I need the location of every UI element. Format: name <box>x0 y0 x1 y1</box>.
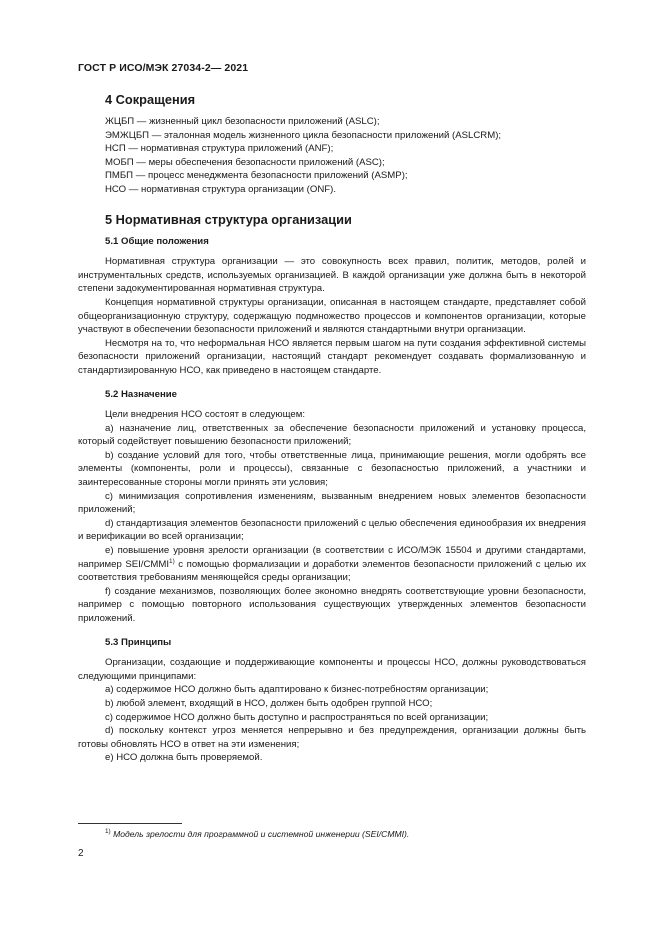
list-item-text: е) повышение уровня зрелости организации (в соответствии с ИСО/МЭК 15504 и другими стандартами, например SEI/CMMI <box>78 545 586 570</box>
list-item: b) любой элемент, входящий в НСО, должен быть одобрен группой НСО; <box>105 697 433 709</box>
paragraph: Нормативная структура организации — это совокупность всех правил, политик, методов, ролей и инструментальных средств, используемых организацией. В каждой организации уже должна быть в некоторой степени задокументированная нормативная структура. <box>78 256 586 295</box>
subsection-5-2-title: 5.2 Назначение <box>105 388 177 400</box>
list-item <box>78 544 586 585</box>
document-body <box>78 92 586 765</box>
list-item: а) назначение лиц, ответственных за обеспечение безопасности приложений и установку процесса, который содействует повышению безопасности приложений; <box>78 422 586 448</box>
footnote <box>78 828 409 840</box>
abbreviation-item: ПМБП — процесс менеджмента безопасности приложений (ASMP); <box>105 170 408 182</box>
footnote-marker: 1) <box>105 828 111 835</box>
page-number: 2 <box>78 848 84 859</box>
subsection-5-3-title: 5.3 Принципы <box>105 636 172 648</box>
section-5-title: 5 Нормативная структура организации <box>105 211 352 227</box>
paragraph: Концепция нормативной структуры организации, описанная в настоящем стандарте, представляет собой общеорганизационную структуру, содержащую подмножество процессов и компонентов организации, которые участвуют в обеспечении безопасности приложений и являются стандартными внутри организации. <box>78 296 586 336</box>
list-item: c) минимизация сопротивления изменениям, вызванным внедрением новых элементов безопасности приложений; <box>78 490 586 516</box>
footnote-text: Модель зрелости для программной и системной инженерии (SEI/CMMI). <box>113 829 410 839</box>
footnote-separator <box>78 823 182 824</box>
list-item: c) содержимое НСО должно быть доступно и распространяться по всей организации; <box>105 711 489 723</box>
list-item: f) создание механизмов, позволяющих более экономно внедрять соответствующие уровни безопасности, например с помощью повторного использования существующих утвержденных элементов безопасности приложений. <box>78 585 586 624</box>
abbreviation-item: ЖЦБП — жизненный цикл безопасности приложений (ASLC); <box>105 116 380 127</box>
list-item: d) стандартизация элементов безопасности приложений с целью обеспечения единообразия их внедрения и верификации во всей организации; <box>78 517 586 543</box>
abbreviation-item: НСП — нормативная структура приложений (ANF); <box>105 143 334 155</box>
paragraph: Несмотря на то, что неформальная НСО является первым шагом на пути создания эффективной системы безопасности приложений организации, настоящий стандарт рекомендует создавать формализованную и стандартизированную НСО, как приведено в настоящем стандарте. <box>78 337 586 376</box>
footnote-reference: 1) <box>169 557 175 565</box>
paragraph: Организации, создающие и поддерживающие компоненты и процессы НСО, должны руководствоваться следующими принципами: <box>78 657 586 682</box>
abbreviation-item: МОБП — меры обеспечения безопасности приложений (ASC); <box>105 156 385 168</box>
section-4-title: 4 Сокращения <box>105 92 196 107</box>
list-item-text: с помощью формализации и доработки элементов безопасности приложений с целью их соответствия требованиям меняющейся среды организации; <box>78 558 586 584</box>
list-item: d) поскольку контекст угроз меняется непрерывно и без предупреждения, организации должны быть готовы обновлять НСО в ответ на эти изменения; <box>78 725 586 750</box>
abbreviation-item: НСО — нормативная структура организации (ONF). <box>105 183 336 195</box>
document-header: ГОСТ Р ИСО/МЭК 27034-2— 2021 <box>78 62 249 74</box>
list-item: b) создание условий для того, чтобы ответственные лица, принимающие решения, могли одобрять все элементы (компоненты, роли и процессы), связанные с безопасностью приложений, а участники и заинтересованные стороны могли принять эти условия; <box>78 449 586 489</box>
abbreviations-list <box>78 115 586 197</box>
subsection-5-1-title: 5.1 Общие положения <box>105 235 209 247</box>
list-item: а) содержимое НСО должно быть адаптировано к бизнес-потребностям организации; <box>105 684 489 696</box>
list-item: е) НСО должна быть проверяемой. <box>105 752 263 764</box>
paragraph: Цели внедрения НСО состоят в следующем: <box>105 409 305 421</box>
abbreviation-item: ЭМЖЦБП — эталонная модель жизненного цикла безопасности приложений (ASLCRM); <box>105 129 502 141</box>
